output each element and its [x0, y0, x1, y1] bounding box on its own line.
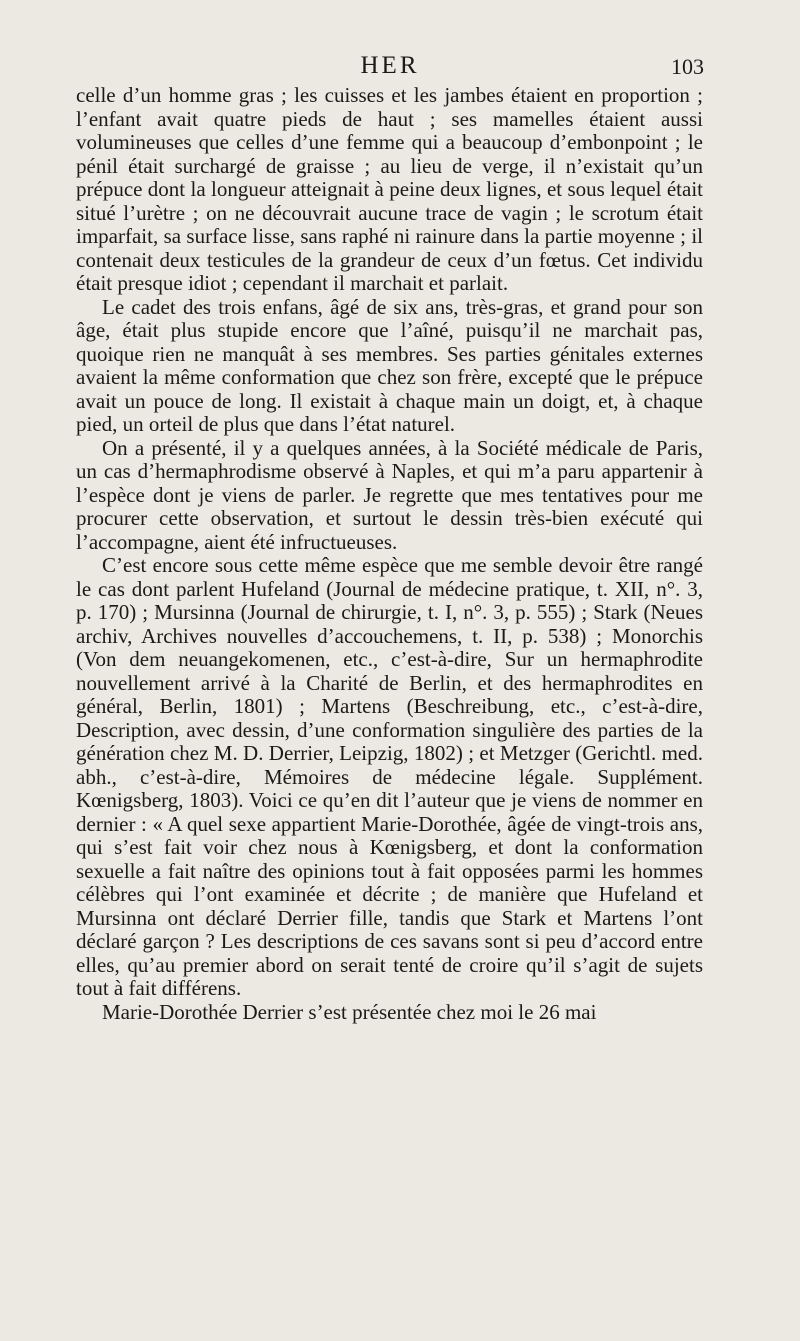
paragraph: C’est encore sous cette même espèce que me semble devoir être rangé le cas dont parlent Hufeland (Journal de médecine pratique, t. XII, n°. 3, p. 170) ; Mursinna (Journal de chirurgie, t. I, n°. 3, p. 555) ; Stark (Neues archiv, Archives nouvelles d’accouchemens, t. II, p. 538) ; Monorchis (Von dem neuangekomenen, etc., c’est-à-dire, Sur un hermaphrodite nouvellement arrivé à la Charité de Berlin, et des hermaphrodites en général, Berlin, 1801) ; Martens (Beschreibung, etc., c’est-à-dire, Description, avec dessin, d’une conformation singulière des parties de la génération chez M. D. Derrier, Leipzig, 1802) ; et Metzger (Gerichtl. med. abh., c’est-à-dire, Mémoires de médecine légale. Supplément. Kœnigsberg, 1803). Voici ce qu’en dit l’auteur que je viens de nommer en dernier : « A quel sexe appartient Marie-Dorothée, âgée de vingt-trois ans, qui s’est fait voir chez nous à Kœnigsberg, et dont la conformation sexuelle a fait naître des opinions tout à fait opposées parmi les hommes célèbres qui l’ont examinée et décrite ; de manière que Hufeland et Mursinna ont déclaré Derrier fille, tandis que Stark et Martens l’ont déclaré garçon ? Les descriptions de ces savans sont si peu d’accord entre elles, qu’au premier abord on serait tenté de croire qu’il s’agit de sujets tout à fait différens.: [76, 553, 703, 1000]
body-text: [76, 84, 703, 1024]
paragraph: celle d’un homme gras ; les cuisses et les jambes étaient en proportion ; l’enfant avait quatre pieds de haut ; ses mamelles étaient aussi volumineuses que celles d’une femme qui a beaucoup d’embonpoint ; le pénil était surchargé de graisse ; au lieu de verge, il n’existait qu’un prépuce dont la longueur atteignait à peine deux lignes, et sous lequel était situé l’urètre ; on ne découvrait aucune trace de vagin ; le scrotum était imparfait, sa surface lisse, sans raphé ni rainure dans la partie moyenne ; il contenait deux testicules de la grandeur de ceux d’un fœtus. Cet individu était presque idiot ; cependant il marchait et parlait.: [76, 83, 703, 295]
paragraph: Marie-Dorothée Derrier s’est présentée chez moi le 26 mai: [102, 999, 597, 1024]
paragraph: Le cadet des trois enfans, âgé de six ans, très-gras, et grand pour son âge, était plus stupide encore que l’aîné, puisqu’il ne marchait pas, quoique rien ne manquât à ses membres. Ses parties génitales externes avaient la même conformation que chez son frère, excepté que le prépuce avait un pouce de long. Il existait à chaque main un doigt, et, à chaque pied, un orteil de plus que dans l’état naturel.: [76, 294, 703, 436]
running-head-title: HER: [360, 52, 420, 79]
page-number: 103: [671, 54, 704, 79]
running-head: [76, 52, 704, 82]
paragraph: On a présenté, il y a quelques années, à la Société médicale de Paris, un cas d’hermaphrodisme observé à Naples, et qui m’a paru appartenir à l’espèce dont je viens de parler. Je regrette que mes tentatives pour me procurer cette observation, et surtout le dessin très-bien exécuté qui l’accompagne, aient été infructueuses.: [76, 435, 703, 554]
